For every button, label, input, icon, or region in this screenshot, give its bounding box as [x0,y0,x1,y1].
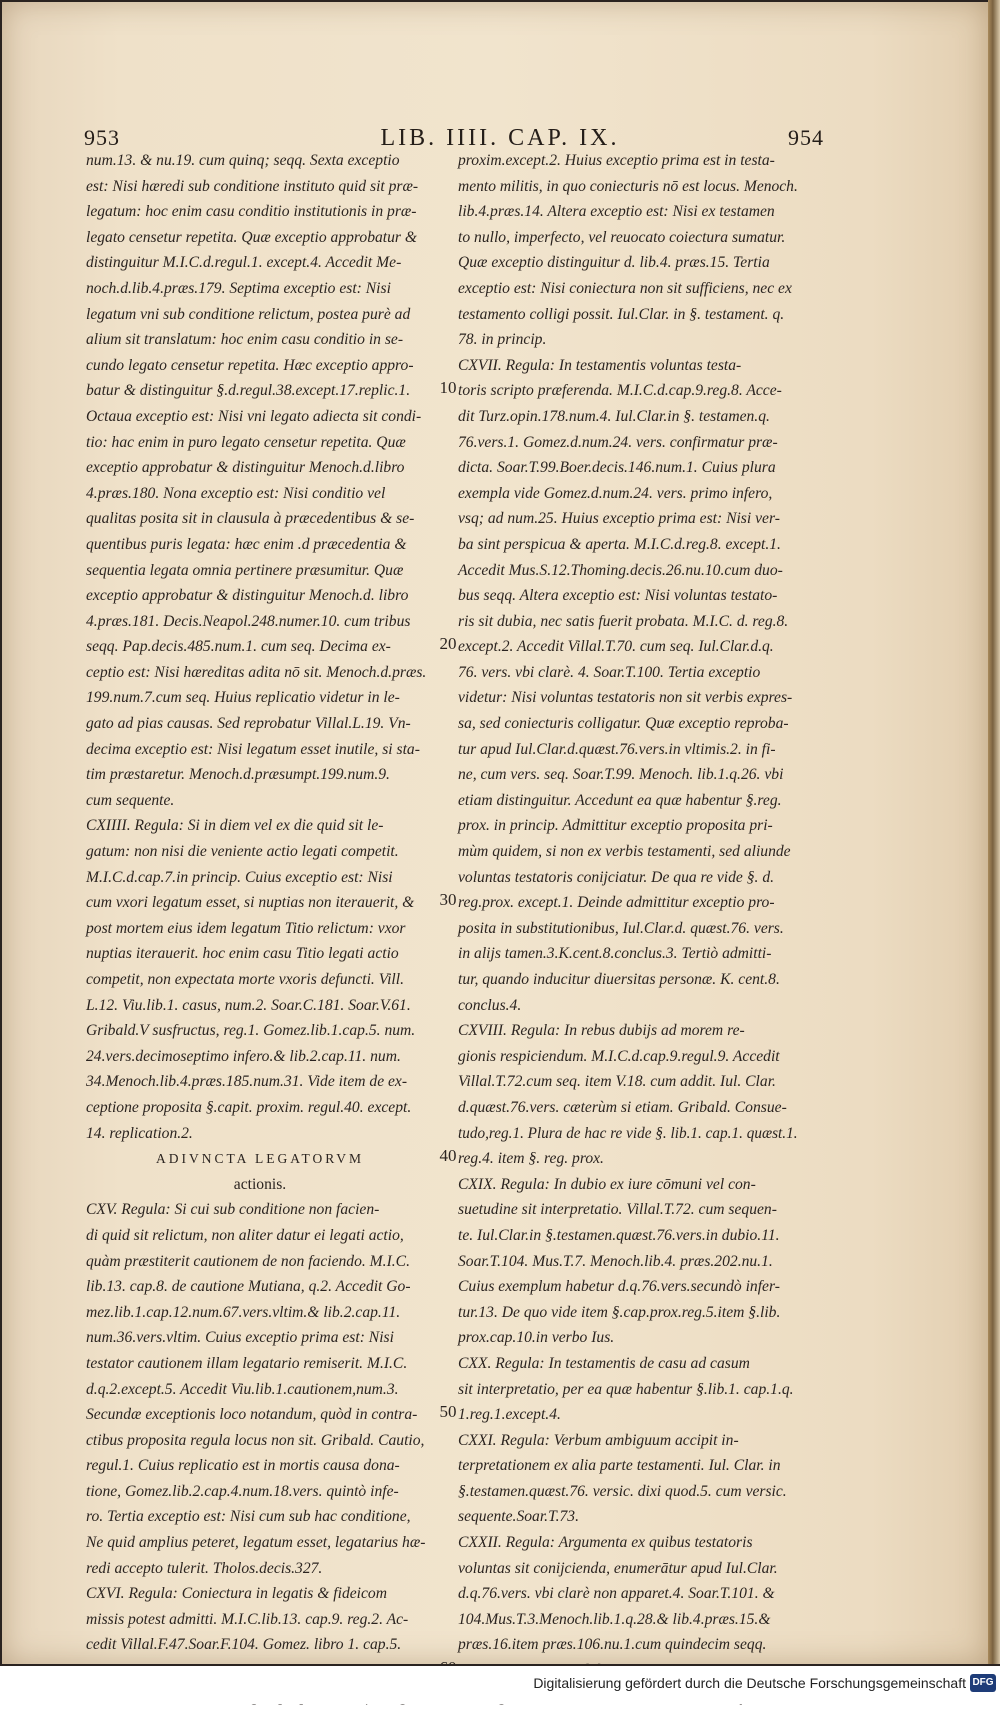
text-line: sa, sed coniecturis colligatur. Quæ exceptio reproba- [458,715,789,733]
margin-line-number: 30 [439,890,457,910]
text-line: CXXII. Regula: Argumenta ex quibus testatoris [458,1534,753,1552]
text-line: actionis. [233,1175,287,1193]
text-line: 76. vers. vbi clarè. 4. Soar.T.100. Tertia exceptio [458,663,761,681]
text-line: lib.4.præs.14. Altera exceptio est: Nisi ex testamen [458,203,775,221]
text-line: missis potest admitti. M.I.C.lib.13. cap.9. reg.2. Ac- [86,1610,409,1628]
text-line: quentibus puris legata: hæc enim .d præcedentia & [86,535,407,553]
text-line: noch.d.lib.4.præs.179. Septima exceptio est: Nisi [86,279,391,297]
text-line: tudo,reg.1. Plura de hac re vide §. lib.1. cap.1. quæst.1. [458,1124,798,1142]
text-line: sequente.Soar.T.73. [458,1508,579,1526]
text-line: testamento colligi possit. Iul.Clar. in §. testament. q. [458,305,785,323]
text-line: batur & distinguitur §.d.regul.38.except.17.replic.1. [86,382,411,400]
text-line: testator cautionem illam legatario remiserit. M.I.C. [86,1354,408,1372]
text-line: d.q.2.except.5. Accedit Viu.lib.1.cautionem,num.3. [86,1380,399,1398]
text-line: ba sint perspicua & aperta. M.I.C.d.reg.8. except.1. [458,535,781,553]
text-line: te. Iul.Clar.in §.testamen.quæst.76.vers.in dubio.11. [458,1226,780,1244]
text-line: CXXI. Regula: Verbum ambiguum accipit in- [458,1431,739,1449]
text-line: exceptio est: Nisi coniectura non sit sufficiens, nec ex [458,279,792,297]
text-line: bus seqq. Altera exceptio est: Nisi voluntas testato- [458,587,778,605]
text-line: voluntas testatoris conijciatur. De qua re vide §. d. [458,868,775,886]
text-line: tione, Gomez.lib.2.cap.4.num.18.vers. quintò infe- [86,1482,399,1500]
text-line: terpretationem ex alia parte testamenti. Iul. Clar. in [458,1457,781,1475]
text-line: L.12. Viu.lib.1. casus, num.2. Soar.C.181. Soar.V.61. [86,996,411,1014]
text-line: ris sit dubia, nec satis fuerit probata. M.I.C. d. reg.8. [458,612,789,630]
text-line: Octaua exceptio est: Nisi vni legato adiecta sit condi- [86,407,422,425]
text-line: gato ad pias causas. Sed reprobatur Villal.L.19. Vn- [86,715,411,733]
text-line: Cuius exemplum habetur d.q.76.vers.secundò infer- [458,1278,780,1296]
text-line: alium sit translatum: hoc enim casu conditio in se- [86,331,404,349]
text-line: lib.13. cap.8. de cautione Mutiana, q.2. Accedit Go- [86,1278,411,1296]
text-line: mùm quidem, si non ex verbis testamenti, sed aliunde [458,843,791,861]
text-line: CXV. Regula: Si cui sub conditione non facien- [86,1201,380,1219]
text-line: gionis respiciendum. M.I.C.d.cap.9.regul.9. Accedit [458,1047,780,1065]
text-line: tio: hac enim in puro legato censetur repetita. Quæ [86,433,406,451]
text-line: 199.num.7.cum seq. Huius replicatio videtur in le- [86,689,400,707]
text-line: competit, non expectata morte vxoris defuncti. Vill. [86,971,404,988]
text-line: num.13. & nu.19. cum quinq; seqq. Sexta exceptio [86,152,400,169]
text-line: cum sequente. [86,791,175,809]
text-line: 104.Mus.T.3.Menoch.lib.1.q.28.& lib.4.præs.15.& [458,1610,771,1628]
text-line: est: Nisi hæredi sub conditione instituto quid sit præ- [86,177,419,195]
text-line: mez.lib.1.cap.12.num.67.vers.vltim.& lib.2.cap.11. [86,1303,401,1321]
text-line: legatum: hoc enim casu conditio institutionis in præ- [86,203,417,221]
text-line: tur, quando inducitur diuersitas personæ. K. cent.8. [458,971,780,988]
text-line: Accedit Mus.S.12.Thoming.decis.26.nu.10.cum duo- [458,561,783,579]
text-line: dit Turz.opin.178.num.4. Iul.Clar.in §. testamen.q. [458,407,770,425]
margin-line-number: 20 [439,634,457,654]
running-head: LIB. IIII. CAP. IX. [380,125,620,151]
text-line: CXX. Regula: In testamentis de casu ad casum [458,1354,750,1372]
left-column [86,148,434,1709]
text-line: prox. in princip. Admittitur exceptio proposita pri- [458,817,773,835]
text-line: posita in substitutionibus, Iul.Clar.d. quæst.76. vers. [458,919,784,937]
text-line: Quæ exceptio distinguitur d. lib.4. præs.15. Tertia [458,254,770,272]
text-line: videtur: Nisi voluntas testatoris non sit verbis expres- [458,689,793,707]
text-line: legatum vni sub conditione relictum, postea purè ad [86,305,411,323]
text-line: regul.1. Cuius replicatio est in mortis causa dona- [86,1457,400,1475]
text-line: CXVIII. Regula: In rebus dubijs ad morem re- [458,1022,745,1040]
page-edge [988,0,1000,1664]
text-line: exceptio approbatur & distinguitur Menoch.d. libro [86,587,409,605]
text-line: reg.4. item §. reg. prox. [458,1150,604,1168]
text-line: tur.13. De quo vide item §.cap.prox.reg.5.item §.lib. [458,1303,781,1321]
text-line: cedit Villal.F.47.Soar.F.104. Gomez. libro 1. cap.5. [86,1636,402,1654]
text-line: voluntas sit conijcienda, enumerātur apud Iul.Clar. [458,1559,778,1577]
text-line: §.testamen.quæst.76. versic. dixi quod.5. cum versic. [458,1482,787,1500]
text-line: CXIIII. Regula: Si in diem vel ex die quid sit le- [86,817,384,835]
text-line: decima exceptio est: Nisi legatum esset inutile, si sta- [86,740,420,758]
text-line: 4.præs.180. Nona exceptio est: Nisi conditio vel [86,484,386,502]
text-line: seqq. Pap.decis.485.num.1. cum seq. Decima ex- [86,638,391,656]
text-line: præs.16.item præs.106.nu.1.cum quindecim seqq. [458,1636,767,1654]
text-line: 34.Menoch.lib.4.præs.185.num.31. Vide item de ex- [86,1073,408,1091]
text-line: legato censetur repetita. Quæ exceptio approbatur & [86,228,418,246]
text-line: toris scripto præferenda. M.I.C.d.cap.9.reg.8. Acce- [458,382,782,400]
margin-line-number: 50 [439,1402,457,1422]
text-line: 78. in princip. [458,331,547,349]
text-line: sequentia legata omnia pertinere præsumitur. Quæ [86,561,404,579]
text-line: redi accepto tulerit. Tholos.decis.327. [86,1559,323,1577]
text-line: 76.vers.1. Gomez.d.num.24. vers. confirmatur præ- [458,433,778,451]
text-line: post mortem eius idem legatum Titio relictum: vxor [86,919,406,937]
page-number-left: 953 [84,125,120,150]
text-line: ne, cum vers. seq. Soar.T.99. Menoch. lib.1.q.26. vbi [458,766,784,784]
text-line: qualitas posita sit in clausula à præcedentibus & se- [86,510,415,528]
text-line: Ne quid amplius peteret, legatum esset, legatarius hæ- [86,1534,426,1552]
text-line: reg.prox. except.1. Deinde admittitur exceptio pro- [458,894,775,912]
text-line: ctibus proposita regula locus non sit. Gribald. Cautio, [86,1431,425,1449]
text-line: ceptione proposita §.capit. proxim. regul.40. except. [86,1098,412,1116]
page-number-right: 954 [788,125,824,150]
text-line: quàm præstiterit cautionem de non faciendo. M.I.C. [86,1252,410,1270]
text-line: to nullo, imperfecto, vel reuocato coiectura sumatur. [458,228,786,246]
text-line: tim præstaretur. Menoch.d.præsumpt.199.num.9. [86,766,390,784]
text-line: nuptias iterauerit. hoc enim casu Titio legati actio [86,945,399,963]
margin-line-number: 10 [439,378,457,398]
text-line: 24.vers.decimoseptimo infero.& lib.2.cap.11. num. [86,1047,401,1065]
funding-notice: Digitalisierung gefördert durch die Deutsche Forschungsgemeinschaft [533,1675,966,1691]
text-line: etiam distinguitur. Accedunt ea quæ habentur §.reg. [458,791,782,809]
text-line: exempla vide Gomez.d.num.24. vers. primo infero, [458,484,773,502]
text-line: conclus.4. [458,996,522,1014]
text-line: sit interpretatio, per ea quæ habentur §.lib.1. cap.1.q. [458,1380,794,1398]
text-line: d.q.76.vers. vbi clarè non apparet.4. Soar.T.101. & [458,1585,775,1603]
text-line: proxim.except.2. Huius exceptio prima est in testa- [458,152,775,169]
right-column [458,148,798,1709]
text-line: exceptio approbatur & distinguitur Menoch.d.libro [86,459,405,477]
text-line: CXVII. Regula: In testamentis voluntas testa- [458,356,742,374]
text-line: Gribald.V susfructus, reg.1. Gomez.lib.1.cap.5. num. [86,1022,416,1040]
text-line: cundo legato censetur repetita. Hæc exceptio appro- [86,356,414,374]
text-line: 4.præs.181. Decis.Neapol.248.numer.10. cum tribus [86,612,411,630]
text-line: in alijs tamen.3.K.cent.8.conclus.3. Tertiò admitti- [458,945,772,963]
text-line: ro. Tertia exceptio est: Nisi cum sub hac conditione, [86,1508,411,1526]
text-line: dicta. Soar.T.99.Boer.decis.146.num.1. Cuius plura [458,459,776,477]
footer-bar [0,1666,1000,1704]
text-line: prox.cap.10.in verbo Ius. [458,1329,615,1347]
text-line: ceptio est: Nisi hæreditas adita nō sit. Menoch.d.præs. [86,663,427,681]
text-line: CXIX. Regula: In dubio ex iure cōmuni vel con- [458,1175,756,1193]
text-line: 1.reg.1.except.4. [458,1406,561,1424]
text-line: di quid sit relictum, non aliter datur ei legati actio, [86,1226,404,1244]
text-line: except.2. Accedit Villal.T.70. cum seq. Iul.Clar.d.q. [458,638,774,656]
text-line: CXVI. Regula: Coniectura in legatis & fideicom [86,1585,387,1603]
text-line: Secundæ exceptionis loco notandum, quòd in contra- [86,1406,418,1424]
text-line: ADIVNCTA LEGATORVM [156,1151,364,1167]
text-line: num.36.vers.vltim. Cuius exceptio prima est: Nisi [86,1329,394,1347]
text-line: 14. replication.2. [86,1124,193,1142]
text-line: suetudine sit interpretatio. Villal.T.72. cum sequen- [458,1201,777,1219]
text-line: cum vxori legatum esset, si nuptias non iterauerit, & [86,894,415,912]
text-line: distinguitur M.I.C.d.regul.1. except.4. Accedit Me- [86,254,402,272]
text-line: d.quæst.76.vers. cæterùm si etiam. Gribald. Consue- [458,1098,787,1116]
text-line: M.I.C.d.cap.7.in princip. Cuius exceptio est: Nisi [86,868,393,886]
dfg-logo: DFG [970,1674,996,1692]
text-line: Soar.T.104. Mus.T.7. Menoch.lib.4. præs.202.nu.1. [458,1252,773,1270]
margin-line-number: 40 [439,1146,457,1166]
text-line: gatum: non nisi die veniente actio legati competit. [86,843,399,861]
text-line: vsq; ad num.25. Huius exceptio prima est: Nisi ver- [458,510,780,528]
text-line: tur apud Iul.Clar.d.quæst.76.vers.in vltimis.2. in fi- [458,740,776,758]
text-line: mento militis, in quo coniecturis nō est locus. Menoch. [458,177,798,195]
text-line: Villal.T.72.cum seq. item V.18. cum addit. Iul. Clar. [458,1073,776,1091]
